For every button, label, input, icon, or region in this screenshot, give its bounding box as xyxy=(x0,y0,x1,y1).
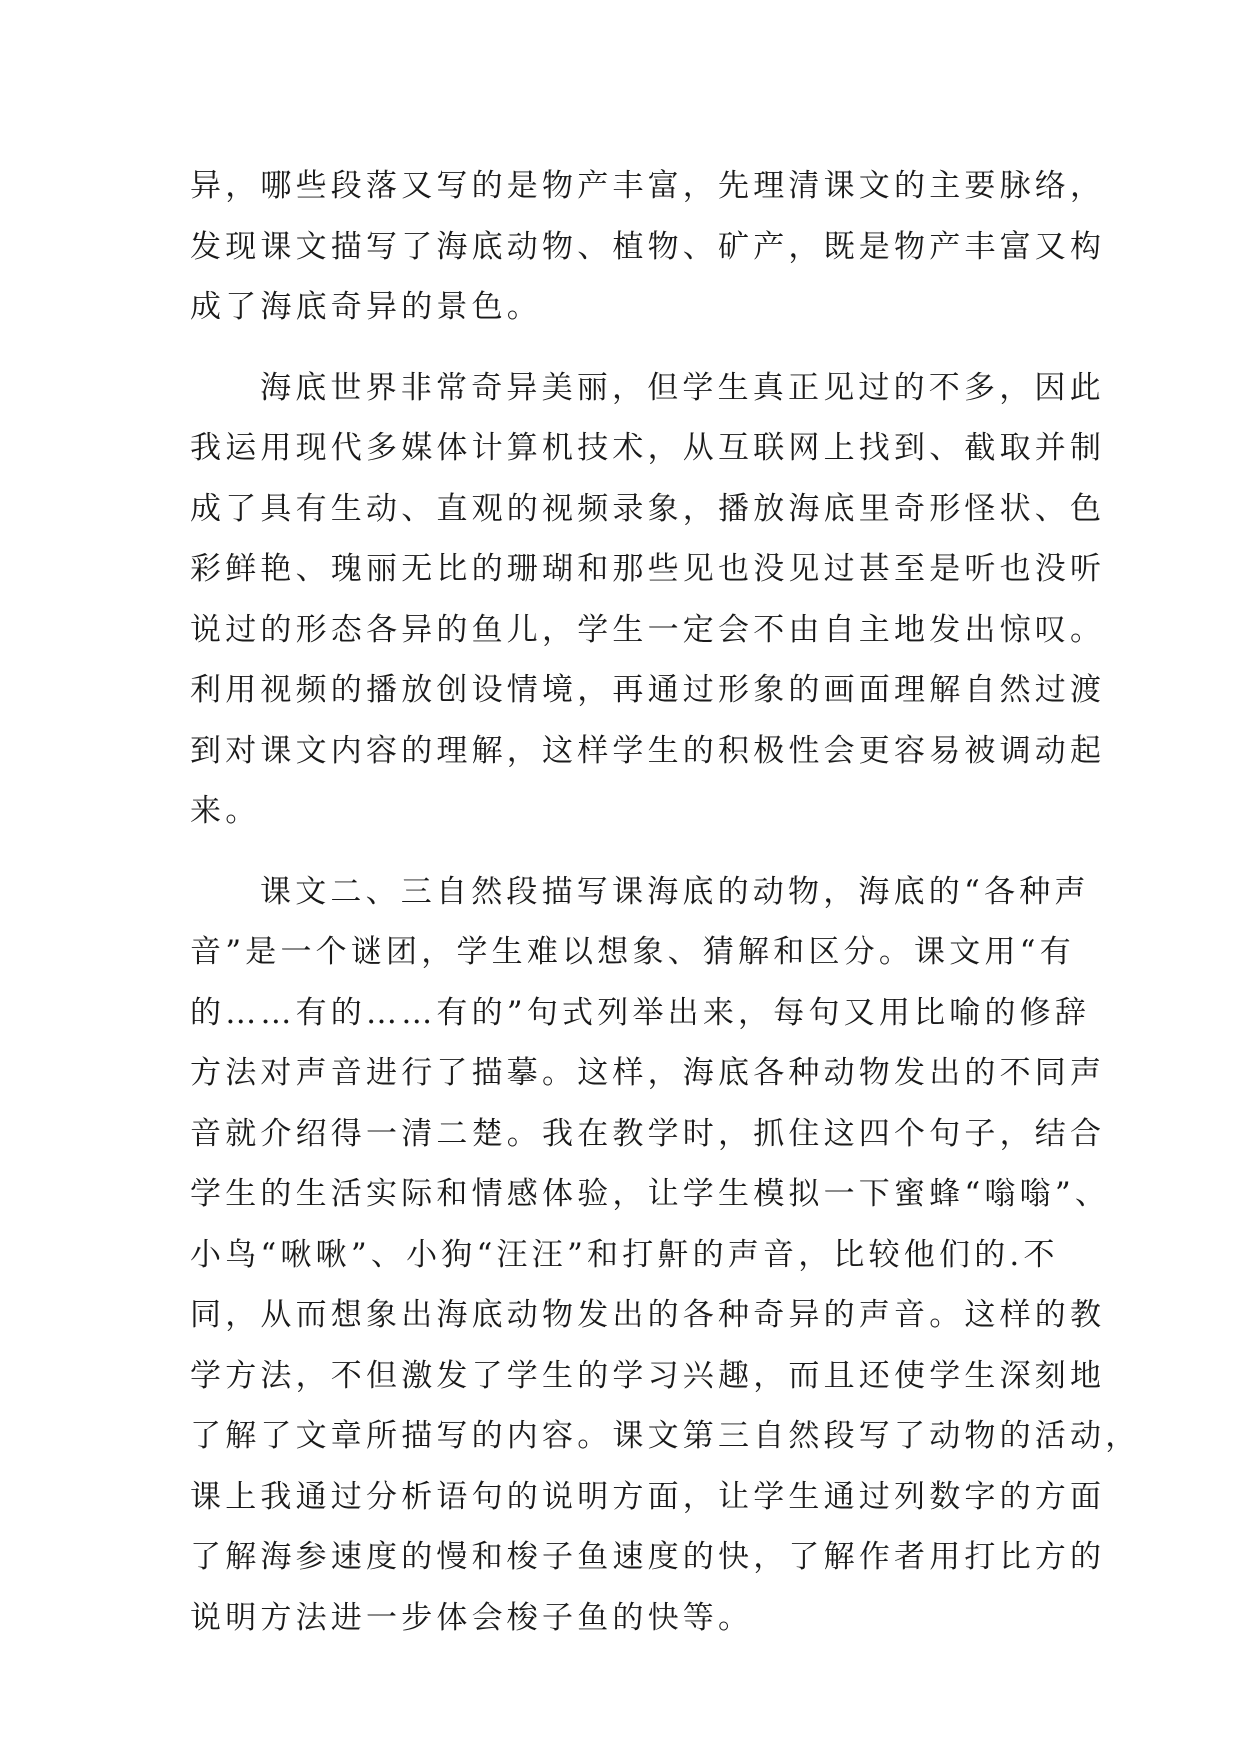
paragraph-gap xyxy=(190,842,1070,862)
text-line: 音”是一个谜团，学生难以想象、猜解和区分。课文用“有 xyxy=(190,934,1075,970)
body-text xyxy=(190,156,1141,1648)
text-line: 学方法，不但激发了学生的学习兴趣，而且还使学生深刻地 xyxy=(190,1357,1106,1394)
paragraph-gap xyxy=(190,338,1070,358)
text-line: 同，从而想象出海底动物发出的各种奇异的声音。这样的教 xyxy=(190,1297,1106,1333)
text-line: 到对课文内容的理解，这样学生的积极性会更容易被调动起 xyxy=(190,732,1106,769)
text-line: 了解海参速度的慢和梭子鱼速度的快，了解作者用打比方的 xyxy=(190,1539,1106,1575)
text-line: 音就介绍得一清二楚。我在教学时，抓住这四个句子，结合 xyxy=(190,1115,1106,1152)
text-line: 课文二、三自然段描写课海底的动物，海底的“各种声 xyxy=(260,873,1090,910)
text-line: 异，哪些段落又写的是物产丰富，先理清课文的主要脉络， xyxy=(190,168,1106,204)
text-line: 成了具有生动、直观的视频录象，播放海底里奇形怪状、色 xyxy=(190,490,1106,527)
text-line: 学生的生活实际和情感体验，让学生模拟一下蜜蜂“嗡嗡”、 xyxy=(190,1176,1111,1212)
text-line: 成了海底奇异的景色。 xyxy=(190,289,542,325)
text-line: 说明方法进一步体会梭子鱼的快等。 xyxy=(190,1599,754,1636)
text-line: 我运用现代多媒体计算机技术，从互联网上找到、截取并制 xyxy=(190,430,1106,466)
text-line: 的……有的……有的”句式列举出来，每句又用比喻的修辞 xyxy=(190,994,1091,1031)
paragraph-3 xyxy=(190,862,1141,1649)
paragraph-1 xyxy=(190,156,1106,338)
text-line: 小鸟“啾啾”、小狗“汪汪”和打鼾的声音，比较他们的.不 xyxy=(190,1236,1059,1273)
text-line: 来。 xyxy=(190,793,261,829)
text-line: 彩鲜艳、瑰丽无比的珊瑚和那些见也没见过甚至是听也没听 xyxy=(190,551,1106,587)
text-line: 发现课文描写了海底动物、植物、矿产，既是物产丰富又构 xyxy=(190,228,1106,265)
text-line: 课上我通过分析语句的说明方面，让学生通过列数字的方面 xyxy=(190,1478,1106,1515)
text-line: 方法对声音进行了描摹。这样，海底各种动物发出的不同声 xyxy=(190,1055,1106,1091)
text-line: 说过的形态各异的鱼儿，学生一定会不由自主地发出惊叹。 xyxy=(190,611,1106,648)
text-line: 了解了文章所描写的内容。课文第三自然段写了动物的活动， xyxy=(190,1418,1141,1454)
text-line: 海底世界非常奇异美丽，但学生真正见过的不多，因此 xyxy=(260,369,1105,406)
text-line: 利用视频的播放创设情境，再通过形象的画面理解自然过渡 xyxy=(190,672,1106,708)
paragraph-2 xyxy=(190,358,1106,842)
